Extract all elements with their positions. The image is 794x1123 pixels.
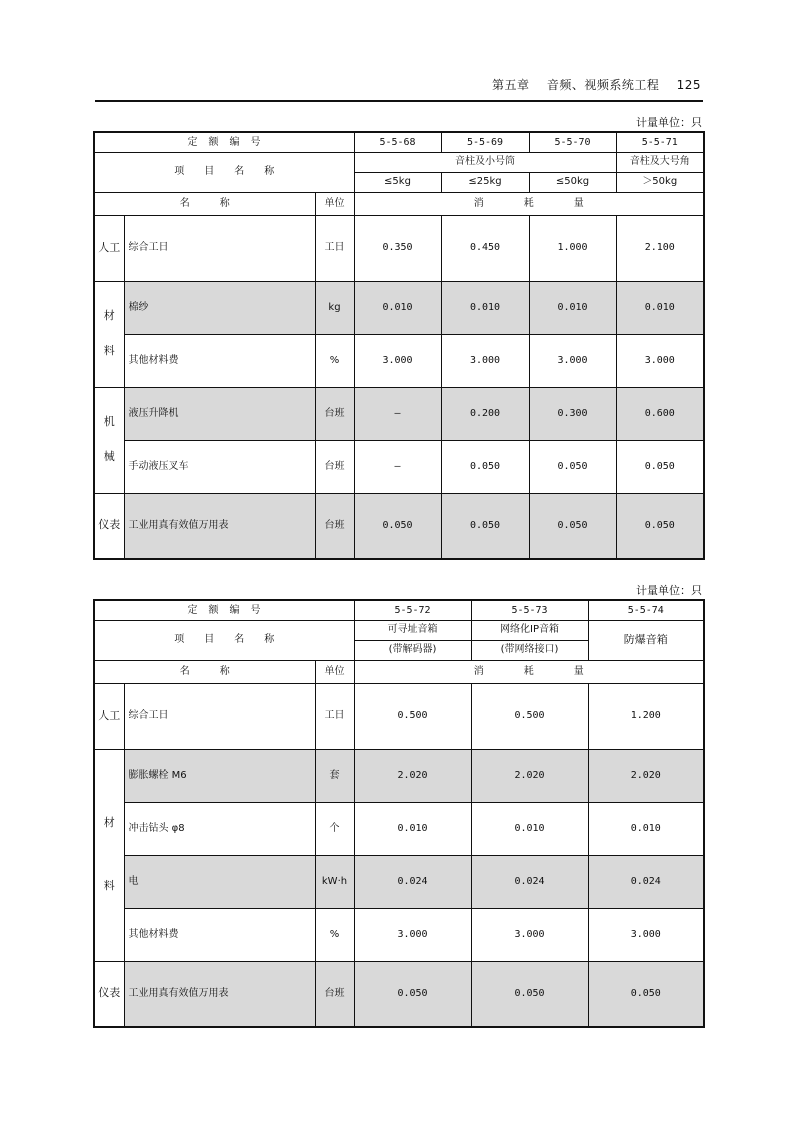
spec-cell: ≤25kg: [441, 172, 529, 192]
consumption-header: 消 耗 量: [354, 192, 704, 215]
category-labor: 人工: [94, 215, 124, 281]
code-cell: 5-5-69: [441, 132, 529, 152]
table-row: [94, 334, 704, 387]
row-unit: 台班: [315, 387, 354, 440]
row-value: 0.024: [588, 855, 704, 908]
item-line1: 网络化IP音箱: [471, 620, 588, 640]
row-unit: 工日: [315, 215, 354, 281]
row-value: 0.050: [616, 440, 704, 493]
row-value: 0.010: [616, 281, 704, 334]
item-line1: 可寻址音箱: [354, 620, 471, 640]
row-value: 0.010: [441, 281, 529, 334]
table-row: [94, 961, 704, 1027]
row-value: 0.500: [471, 683, 588, 749]
row-value: 0.050: [588, 961, 704, 1027]
code-cell: 5-5-73: [471, 600, 588, 620]
page-number: 125: [676, 78, 701, 92]
code-cell: 5-5-74: [588, 600, 704, 620]
category-instrument: 仪表: [94, 493, 124, 559]
quota-table-2: [93, 599, 705, 1028]
row-value: 0.010: [471, 802, 588, 855]
code-cell: 5-5-71: [616, 132, 704, 152]
consumption-header: 消 耗 量: [354, 660, 704, 683]
category-labor: 人工: [94, 683, 124, 749]
row-value: —: [354, 440, 441, 493]
table-row: [94, 749, 704, 802]
header-text: [492, 76, 701, 93]
row-name: 其他材料费: [124, 334, 315, 387]
chapter-number: 第五章: [492, 78, 530, 92]
name-column-header: 名 称: [94, 660, 315, 683]
row-unit: kg: [315, 281, 354, 334]
row-value: 0.050: [354, 493, 441, 559]
row-value: 0.050: [354, 961, 471, 1027]
item-line2: (带解码器): [354, 640, 471, 660]
unit-column-header: 单位: [315, 192, 354, 215]
row-name: 液压升降机: [124, 387, 315, 440]
item-name-label: 项 目 名 称: [94, 620, 354, 660]
row-unit: 个: [315, 802, 354, 855]
row-value: 0.050: [441, 493, 529, 559]
row-value: 0.024: [471, 855, 588, 908]
row-value: 0.010: [354, 281, 441, 334]
table-row: [94, 387, 704, 440]
code-cell: 5-5-72: [354, 600, 471, 620]
code-label: 定 额 编 号: [94, 600, 354, 620]
row-unit: 台班: [315, 440, 354, 493]
row-value: 3.000: [354, 908, 471, 961]
code-cell: 5-5-68: [354, 132, 441, 152]
group-label: 音柱及大号角: [616, 152, 704, 172]
chapter-title: 音频、视频系统工程: [546, 78, 660, 92]
row-value: 0.050: [529, 493, 616, 559]
category-machine: 机 械: [94, 387, 124, 493]
row-value: 3.000: [588, 908, 704, 961]
group-label: 音柱及小号筒: [354, 152, 616, 172]
quota-table-1: [93, 131, 705, 560]
row-value: 0.010: [529, 281, 616, 334]
table-row: [94, 493, 704, 559]
row-value: 2.020: [471, 749, 588, 802]
table-row: [94, 215, 704, 281]
row-value: 1.000: [529, 215, 616, 281]
page-header: [95, 72, 703, 102]
row-value: 0.050: [471, 961, 588, 1027]
table-row: [94, 281, 704, 334]
row-value: 3.000: [616, 334, 704, 387]
row-unit: 套: [315, 749, 354, 802]
row-name: 手动液压叉车: [124, 440, 315, 493]
row-value: 3.000: [471, 908, 588, 961]
row-name: 综合工日: [124, 215, 315, 281]
category-material: 材 料: [94, 281, 124, 387]
code-cell: 5-5-70: [529, 132, 616, 152]
row-name: 工业用真有效值万用表: [124, 493, 315, 559]
table-row: [94, 908, 704, 961]
row-unit: %: [315, 908, 354, 961]
row-name: 工业用真有效值万用表: [124, 961, 315, 1027]
row-value: 0.200: [441, 387, 529, 440]
row-value: 0.050: [529, 440, 616, 493]
row-value: —: [354, 387, 441, 440]
table2-unit-label: 计量单位：只: [636, 584, 702, 597]
item-name-label: 项 目 名 称: [94, 152, 354, 192]
row-name: 膨胀螺栓 M6: [124, 749, 315, 802]
item-line2: (带网络接口): [471, 640, 588, 660]
table-row: [94, 802, 704, 855]
code-label: 定 额 编 号: [94, 132, 354, 152]
row-value: 2.020: [354, 749, 471, 802]
table-row: [94, 440, 704, 493]
row-value: 0.010: [354, 802, 471, 855]
table-row: [94, 683, 704, 749]
unit-column-header: 单位: [315, 660, 354, 683]
row-unit: 台班: [315, 493, 354, 559]
spec-cell: ＞50kg: [616, 172, 704, 192]
row-value: 0.350: [354, 215, 441, 281]
row-name: 棉纱: [124, 281, 315, 334]
table-row: [94, 855, 704, 908]
item-explosion-proof: 防爆音箱: [588, 620, 704, 660]
row-name: 电: [124, 855, 315, 908]
category-material: 材 料: [94, 749, 124, 961]
row-value: 3.000: [529, 334, 616, 387]
row-value: 0.050: [441, 440, 529, 493]
row-value: 0.300: [529, 387, 616, 440]
spec-cell: ≤50kg: [529, 172, 616, 192]
row-value: 2.020: [588, 749, 704, 802]
row-value: 3.000: [354, 334, 441, 387]
row-value: 2.100: [616, 215, 704, 281]
row-name: 冲击钻头 φ8: [124, 802, 315, 855]
row-unit: %: [315, 334, 354, 387]
table1-unit-label: 计量单位：只: [636, 116, 702, 129]
row-name: 其他材料费: [124, 908, 315, 961]
row-unit: 工日: [315, 683, 354, 749]
row-value: 3.000: [441, 334, 529, 387]
row-unit: 台班: [315, 961, 354, 1027]
row-name: 综合工日: [124, 683, 315, 749]
row-value: 0.450: [441, 215, 529, 281]
row-value: 0.500: [354, 683, 471, 749]
row-value: 0.050: [616, 493, 704, 559]
row-value: 0.010: [588, 802, 704, 855]
row-value: 0.024: [354, 855, 471, 908]
category-instrument: 仪表: [94, 961, 124, 1027]
name-column-header: 名 称: [94, 192, 315, 215]
row-value: 1.200: [588, 683, 704, 749]
row-value: 0.600: [616, 387, 704, 440]
spec-cell: ≤5kg: [354, 172, 441, 192]
row-unit: kW·h: [315, 855, 354, 908]
